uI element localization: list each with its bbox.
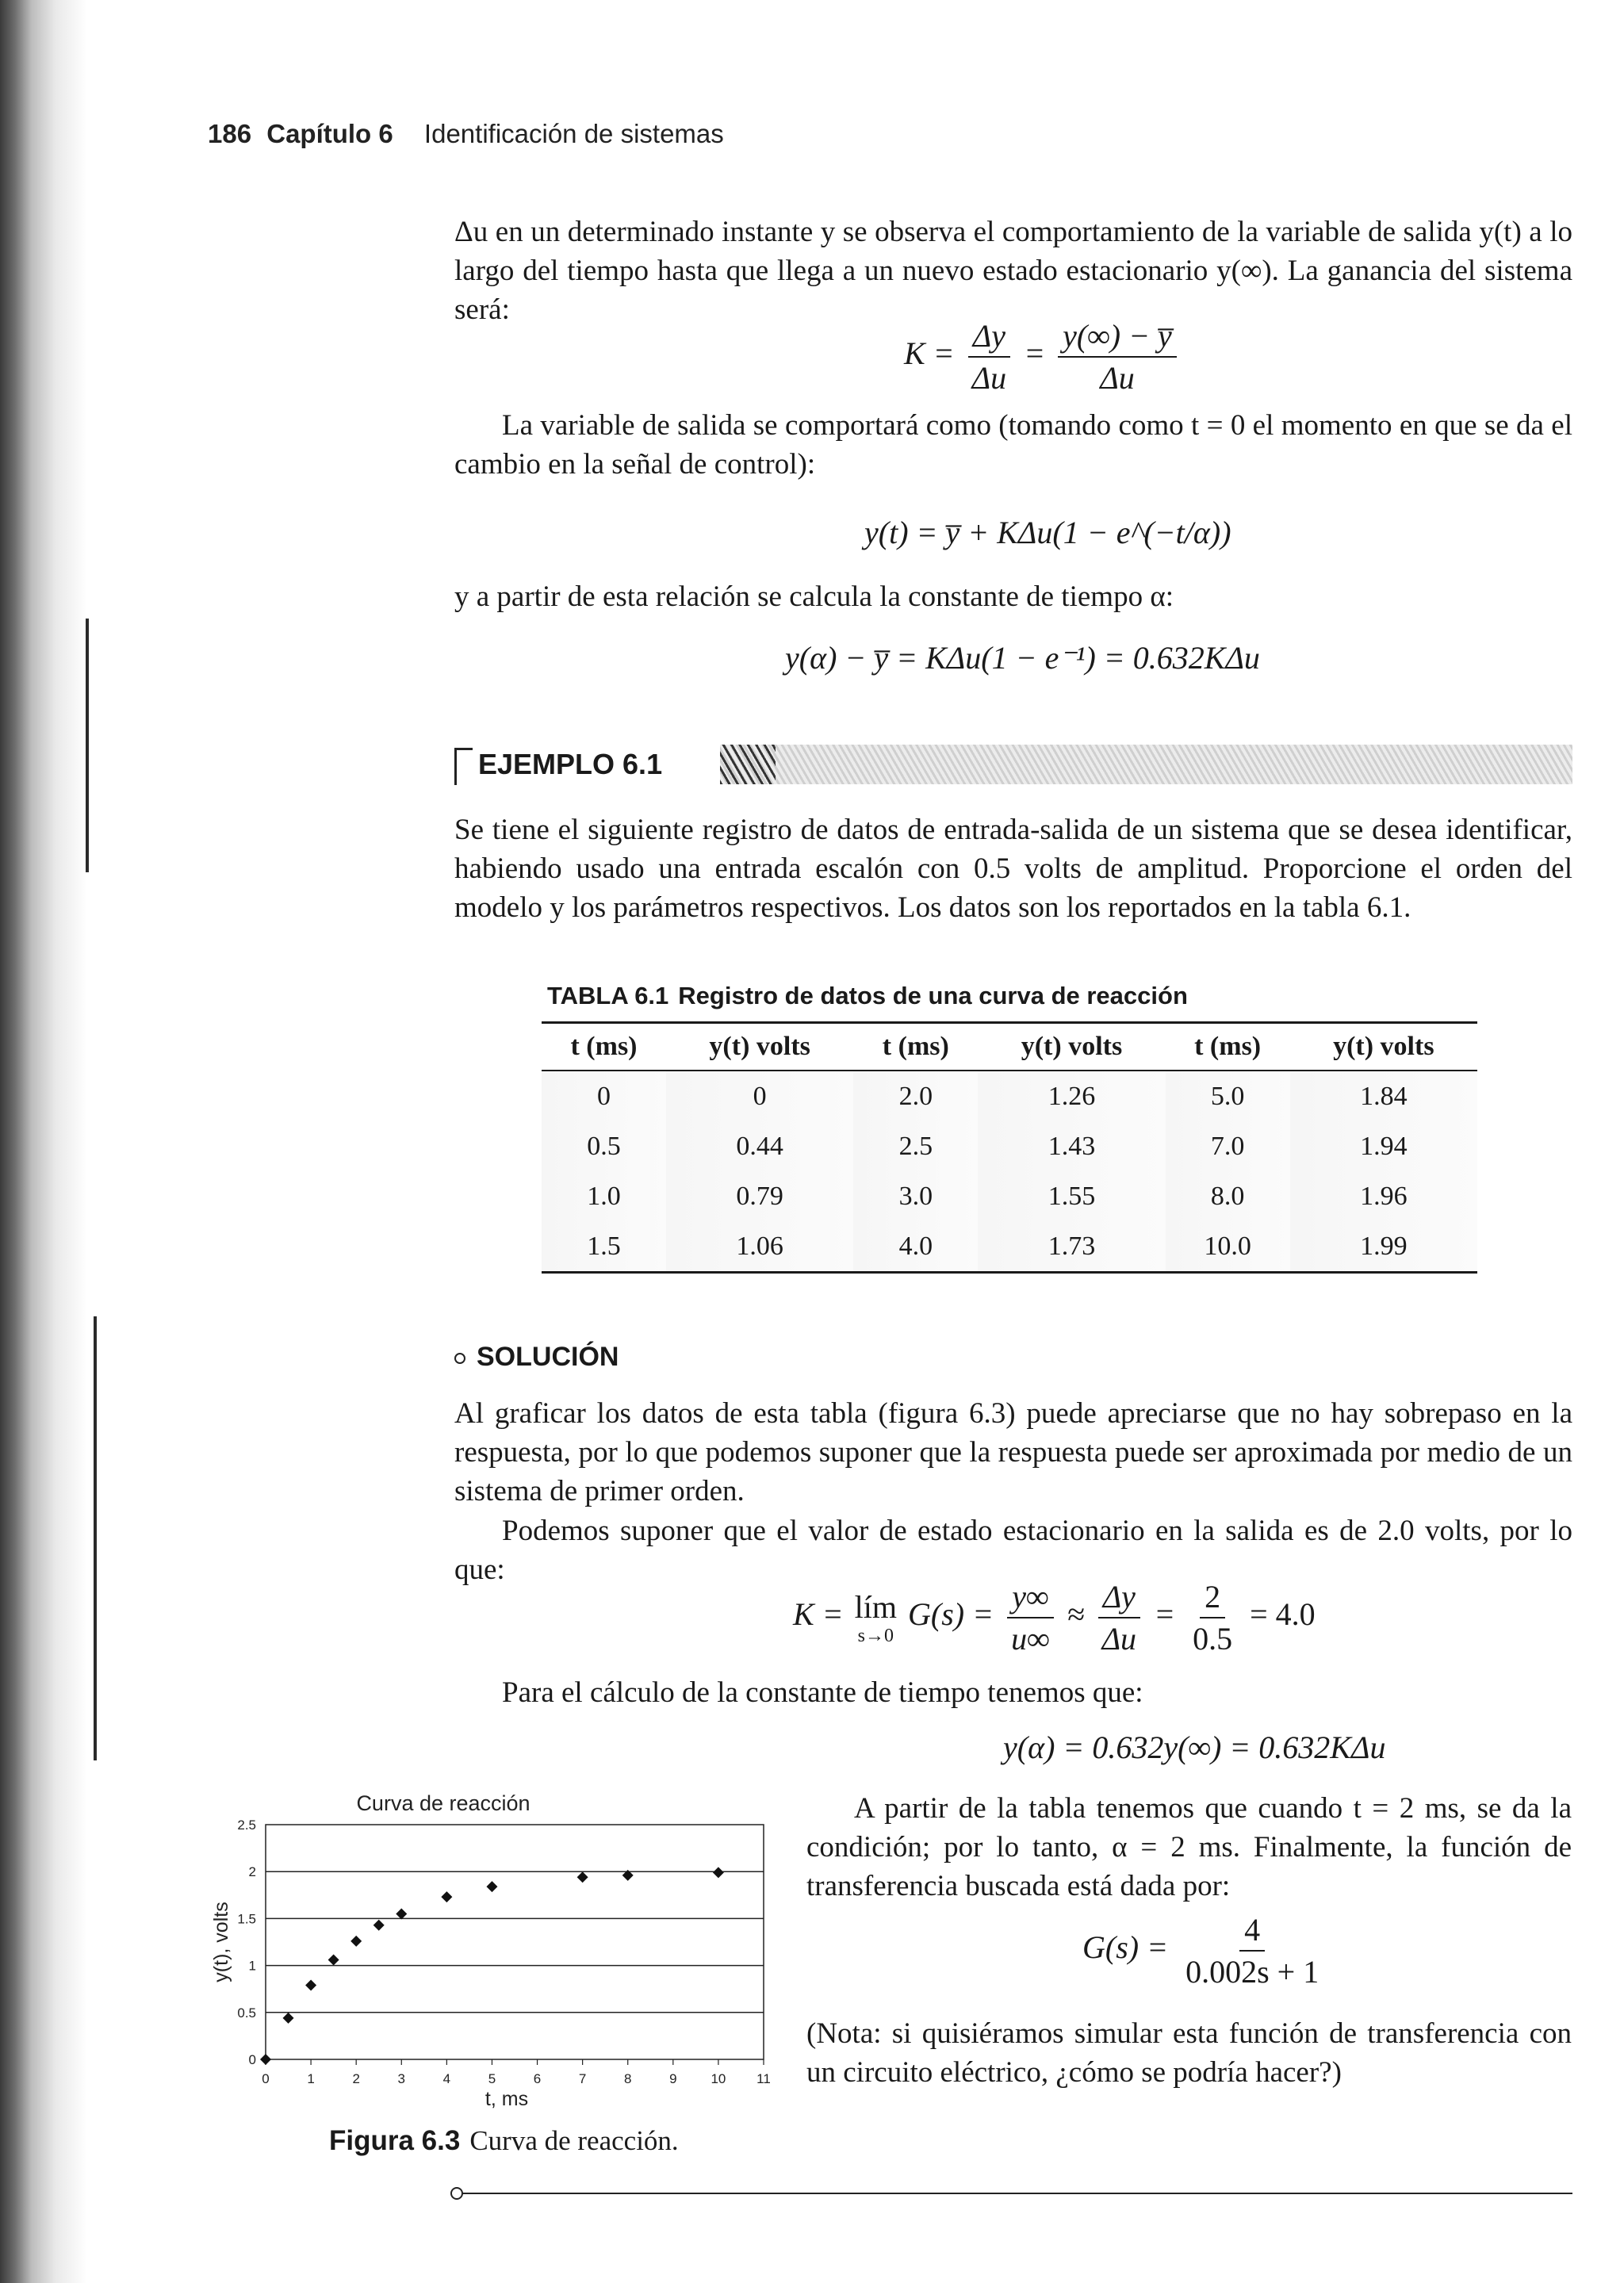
table-cell: 1.5: [542, 1221, 666, 1273]
equation-term: =: [1024, 335, 1046, 372]
data-point: [373, 1920, 385, 1931]
table-cell: 1.26: [978, 1071, 1165, 1121]
paragraph: Podemos suponer que el valor de estado estacionario en la salida es de 2.0 volts, por lo que:: [454, 1515, 1572, 1586]
fraction: [1181, 1911, 1323, 1990]
table-cell: 2.0: [853, 1071, 978, 1121]
x-tick-label: 8: [623, 2071, 632, 2086]
column-header: t (ms): [1166, 1023, 1290, 1071]
table-cell: 1.0: [542, 1171, 666, 1221]
x-tick-label: 7: [578, 2071, 587, 2086]
limit-label: lím: [854, 1589, 898, 1625]
table-caption-text: Registro de datos de una curva de reacción: [678, 982, 1188, 1009]
figure-caption-label: Figura 6.3: [329, 2125, 461, 2156]
y-tick-label: 1.5: [237, 1911, 256, 1927]
equation-gain: [904, 317, 1182, 396]
fraction: [1058, 317, 1177, 396]
equation-term: G(s) =: [1082, 1929, 1169, 1966]
fraction: [1006, 1578, 1055, 1657]
table-cell: 1.43: [978, 1121, 1165, 1171]
example-label: EJEMPLO 6.1: [478, 748, 663, 780]
table-row: [542, 1171, 1477, 1221]
equation-k: [793, 1578, 1316, 1657]
denominator: Δu: [971, 360, 1007, 396]
x-tick-label: 4: [442, 2071, 451, 2086]
denominator: Δu: [1100, 360, 1135, 396]
x-tick-label: 9: [669, 2071, 677, 2086]
plot-frame: [266, 1825, 764, 2059]
column-header: t (ms): [853, 1023, 978, 1071]
example-hatch: [720, 745, 776, 784]
paragraph: (Nota: si quisiéramos simular esta función de transferencia con un circuito eléctrico, ¿cómo se podría hacer?): [806, 2017, 1572, 2089]
denominator: Δu: [1101, 1621, 1137, 1657]
x-tick-label: 11: [756, 2071, 771, 2086]
binding-line: [94, 1316, 97, 1760]
table-caption-label: TABLA 6.1: [547, 982, 669, 1009]
paragraph: Δu en un determinado instante y se observa el comportamiento de la variable de salida y(t) a lo largo del tiempo hasta que llega a un nuevo estado estacionario y(∞). La ganancia del sistema será:: [454, 216, 1572, 326]
numerator: 2: [1200, 1578, 1225, 1618]
y-tick-label: 0: [248, 2052, 256, 2067]
equation-transfer: [1082, 1911, 1328, 1990]
y-tick-label: 1: [248, 1958, 256, 1974]
table-cell: 8.0: [1166, 1171, 1290, 1221]
figure-caption: [329, 2125, 679, 2157]
data-point: [283, 2013, 294, 2024]
example-header: [454, 741, 1572, 789]
column-header: y(t) volts: [978, 1023, 1165, 1071]
paragraph: A partir de la tabla tenemos que cuando t = 2 ms, se da la condición; por lo tanto, α = 2 ms. Finalmente, la función de transferencia buscada está dada por:: [806, 1792, 1572, 1902]
fraction: [1097, 1578, 1141, 1657]
x-tick-label: 6: [533, 2071, 542, 2086]
reaction-curve-chart: [198, 1780, 785, 2113]
equation-term: =: [1154, 1596, 1176, 1633]
data-point: [396, 1908, 407, 1919]
table-row: [542, 1071, 1477, 1121]
equation-term: = 4.0: [1250, 1596, 1316, 1633]
x-tick-label: 10: [710, 2071, 726, 2086]
equation-alpha-2: y(α) = 0.632y(∞) = 0.632KΔu: [1003, 1729, 1386, 1765]
paragraph: Al graficar los datos de esta tabla (figura 6.3) puede apreciarse que no hay sobrepaso en la respuesta, por lo que podemos suponer que la respuesta puede ser aproximada por medio de un sistema de primer orden.: [454, 1397, 1572, 1507]
solution-heading: [454, 1342, 619, 1373]
equation-alpha: y(α) − y̅ = KΔu(1 − e⁻¹) = 0.632KΔu: [785, 640, 1260, 676]
y-tick-label: 0.5: [237, 2005, 256, 2021]
example-band: [720, 745, 1572, 784]
table-cell: 1.94: [1290, 1121, 1477, 1171]
data-point: [350, 1936, 362, 1947]
chapter-title: Identificación de sistemas: [423, 119, 724, 148]
table-cell: 3.0: [853, 1171, 978, 1221]
numerator: Δy: [968, 317, 1010, 358]
table-row: [542, 1121, 1477, 1171]
example-text: Se tiene el siguiente registro de datos de entrada-salida de un sistema que se desea identificar, habiendo usado una entrada escalón con 0.5 volts de amplitud. Proporcione el orden del modelo y los parámetros respectivos. Los datos son los reportados en la tabla 6.1.: [454, 814, 1572, 924]
table-cell: 1.06: [666, 1221, 853, 1273]
table-header-row: [542, 1023, 1477, 1071]
page-number: 186: [208, 119, 252, 148]
data-point: [328, 1954, 339, 1965]
x-tick-label: 5: [488, 2071, 496, 2086]
data-point: [577, 1871, 588, 1883]
table-cell: 1.73: [978, 1221, 1165, 1273]
data-point: [260, 2054, 271, 2065]
x-axis-label: t, ms: [485, 2088, 529, 2110]
example-end-rule: [454, 2193, 1572, 2194]
example-end-dot: [450, 2187, 463, 2200]
x-tick-label: 3: [397, 2071, 406, 2086]
solution-heading-text: SOLUCIÓN: [477, 1342, 619, 1372]
denominator: u∞: [1011, 1621, 1050, 1657]
denominator: 0.002s + 1: [1185, 1954, 1320, 1990]
table-caption: [547, 982, 1188, 1010]
table-cell: 7.0: [1166, 1121, 1290, 1171]
table-cell: 1.96: [1290, 1171, 1477, 1221]
equation-response: y(t) = y̅ + KΔu(1 − e^(−t/α)): [864, 515, 1231, 550]
table-cell: 5.0: [1166, 1071, 1290, 1121]
y-tick-label: 2.5: [237, 1818, 256, 1833]
equation-term: K =: [793, 1596, 844, 1633]
table-cell: 2.5: [853, 1121, 978, 1171]
y-tick-label: 2: [248, 1864, 256, 1880]
equation-term: K =: [904, 335, 955, 372]
chapter-label: Capítulo 6: [266, 119, 393, 148]
data-point: [486, 1881, 497, 1892]
numerator: 4: [1239, 1911, 1265, 1952]
denominator: 0.5: [1193, 1621, 1233, 1657]
table-cell: 1.84: [1290, 1071, 1477, 1121]
fraction: [1188, 1578, 1237, 1657]
x-tick-label: 1: [307, 2071, 315, 2086]
y-axis-label: y(t), volts: [210, 1902, 232, 1982]
numerator: y(∞) − y̅: [1058, 317, 1177, 358]
limit-subscript: s→0: [857, 1626, 894, 1646]
column-header: t (ms): [542, 1023, 666, 1071]
figure-caption-text: Curva de reacción.: [469, 2125, 679, 2156]
paragraph: y a partir de esta relación se calcula la constante de tiempo α:: [454, 580, 1174, 613]
example-bracket: [454, 748, 473, 785]
x-tick-label: 0: [262, 2071, 270, 2086]
table-cell: 0: [666, 1071, 853, 1121]
table-cell: 0.44: [666, 1121, 853, 1171]
numerator: y∞: [1007, 1578, 1053, 1618]
table-cell: 0.79: [666, 1171, 853, 1221]
bullet-icon: [454, 1353, 465, 1364]
table-cell: 4.0: [853, 1221, 978, 1273]
equation-term: ≈: [1067, 1596, 1085, 1633]
paragraph: La variable de salida se comportará como (tomando como t = 0 el momento en que se da el cambio en la señal de control):: [454, 409, 1572, 481]
column-header: y(t) volts: [666, 1023, 853, 1071]
x-tick-label: 2: [352, 2071, 360, 2086]
numerator: Δy: [1098, 1578, 1140, 1618]
fraction: [967, 317, 1011, 396]
table-cell: 1.55: [978, 1171, 1165, 1221]
paragraph: Para el cálculo de la constante de tiempo tenemos que:: [502, 1676, 1143, 1709]
table-row: [542, 1221, 1477, 1273]
binding-line: [86, 619, 89, 872]
running-head: [208, 119, 724, 149]
equation-term: G(s) =: [908, 1596, 994, 1633]
table-cell: 1.99: [1290, 1221, 1477, 1273]
data-table: [542, 1021, 1477, 1274]
column-header: y(t) volts: [1290, 1023, 1477, 1071]
data-point: [713, 1867, 724, 1878]
table-cell: 10.0: [1166, 1221, 1290, 1273]
data-point: [441, 1891, 452, 1902]
table-cell: 0.5: [542, 1121, 666, 1171]
chart-title: Curva de reacción: [356, 1791, 530, 1815]
limit: [855, 1588, 897, 1647]
data-point: [305, 1979, 316, 1990]
book-binding-shadow: [0, 0, 87, 2283]
table-cell: 0: [542, 1071, 666, 1121]
